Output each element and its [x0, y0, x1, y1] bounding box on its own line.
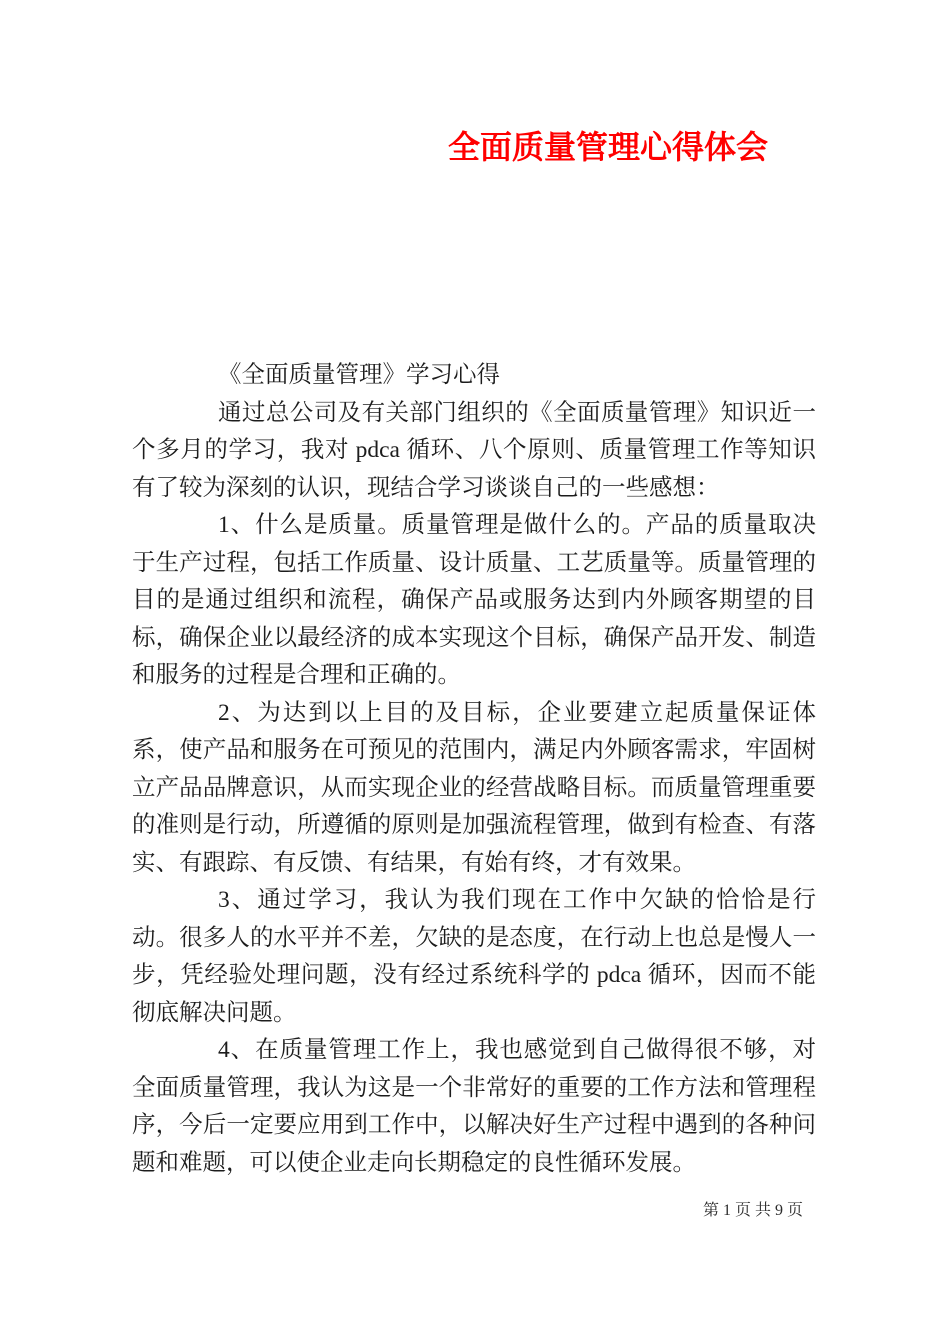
document-title: 全面质量管理心得体会	[448, 129, 769, 165]
page-number-label: 第 1 页 共 9 页	[702, 1202, 803, 1219]
paragraph-point-2: 2、为达到以上目的及目标，企业要建立起质量保证体系，使产品和服务在可预见的范围内，满足内外顾客需求，牢固树立产品品牌意识，从而实现企业的经营战略目标。而质量管理重要的准则是行动，所遵循的原则是加强流程管理，做到有检查、有落实、有跟踪、有反馈、有结果，有始有终，才有效果。	[132, 699, 816, 876]
paragraph-intro: 通过总公司及有关部门组织的《全面质量管理》知识近一个多月的学习，我对 pdca 循环、八个原则、质量管理工作等知识有了较为深刻的认识，现结合学习谈谈自己的一些感想：	[132, 399, 816, 501]
page-footer	[0, 1200, 803, 1222]
paragraph-point-1: 1、什么是质量。质量管理是做什么的。产品的质量取决于生产过程，包括工作质量、设计质量、工艺质量等。质量管理的目的是通过组织和流程，确保产品或服务达到内外顾客期望的目标，确保企业以最经济的成本实现这个目标，确保产品开发、制造和服务的过程是合理和正确的。	[132, 512, 816, 688]
document-body	[132, 357, 816, 1182]
paragraph-subtitle: 《全面质量管理》学习心得	[218, 362, 500, 388]
paragraph-point-4: 4、在质量管理工作上，我也感觉到自己做得很不够，对全面质量管理，我认为这是一个非常好的重要的工作方法和管理程序，今后一定要应用到工作中，以解决好生产过程中遇到的各种问题和难题，可以使企业走向长期稳定的良性循环发展。	[132, 1037, 816, 1176]
paragraph-point-3: 3、通过学习，我认为我们现在工作中欠缺的恰恰是行动。很多人的水平并不差，欠缺的是态度，在行动上也总是慢人一步，凭经验处理问题，没有经过系统科学的 pdca 循环，因而不能彻底解决问题。	[132, 887, 816, 1026]
